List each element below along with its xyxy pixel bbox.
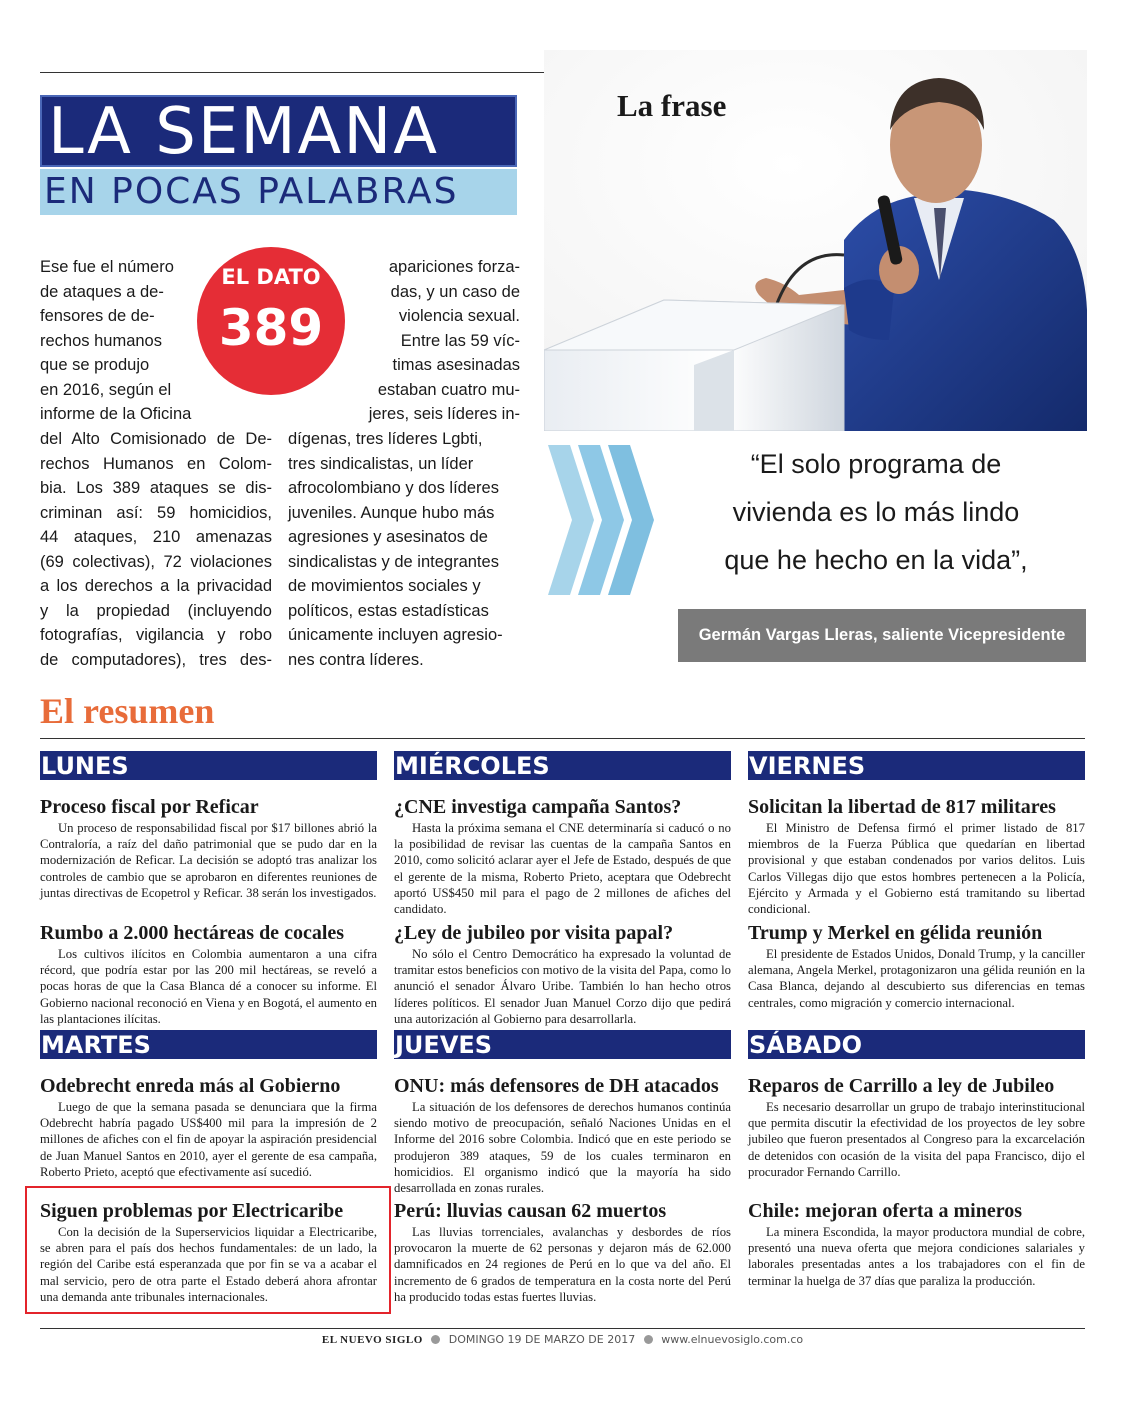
highlight-box: [25, 1186, 391, 1314]
dato-line: de computadores), tres des-: [40, 650, 272, 669]
dato-text-col1: [40, 427, 272, 672]
dato-label: EL DATO: [221, 265, 321, 289]
quote-line: vivienda es lo más lindo: [732, 497, 1020, 527]
footer-rule: [40, 1328, 1085, 1329]
dato-line: criminan así: 59 homicidios,: [40, 503, 272, 522]
story-title: Proceso fiscal por Reficar: [40, 796, 259, 818]
story: [748, 1199, 1085, 1289]
day-label-sabado: SÁBADO: [748, 1030, 1085, 1059]
dato-line: tres sindicalistas, un líder: [288, 454, 474, 473]
story-title: Chile: mejoran oferta a mineros: [748, 1200, 1023, 1222]
footer-date: DOMINGO 19 DE MARZO DE 2017: [448, 1333, 636, 1346]
story-body: Las lluvias torrenciales, avalanchas y desbordes de ríos provocaron la muerte de 62 personas y dejaron más de 62.000 damnificados en 24 regiones de Perú en lo que va del año. El incremento de 6 grados de temperatura en la costa norte del Perú ha producido todas estas fuertes lluvias.: [394, 1225, 731, 1304]
dato-line: únicamente incluyen agresio-: [288, 626, 503, 644]
story-title: Trump y Merkel en gélida reunión: [748, 922, 1043, 944]
dato-line: fotografías, vigilancia y robo: [40, 626, 272, 644]
quote: [684, 440, 1068, 584]
story-body: El presidente de Estados Unidos, Donald Trump, y la canciller alemana, Angela Merkel, protagonizaron una gélida reunión en la Casa Blanca, dejando al descubierto sus diferencias en temas centrales, como migración y comercio internacional.: [748, 947, 1085, 1010]
story-title: ¿Ley de jubileo por visita papal?: [394, 922, 674, 944]
dato-line: de ataques a de-: [40, 282, 164, 301]
resumen-rule: [40, 738, 1085, 739]
dato-line: bia. Los 389 ataques se dis-: [40, 479, 272, 497]
story: [40, 921, 377, 1027]
dato-line: timas asesinadas: [392, 356, 520, 374]
dato-text-right: [345, 255, 520, 427]
dato-line: Entre las 59 víc-: [400, 331, 520, 350]
dato-line: nes contra líderes.: [288, 650, 424, 669]
dato-line: juveniles. Aunque hubo más: [288, 503, 495, 522]
footer: [0, 1333, 1125, 1346]
bullet-icon: [644, 1335, 653, 1344]
story: [40, 795, 377, 901]
story-title: Odebrecht enreda más al Gobierno: [40, 1075, 341, 1097]
dato-line: rechos Humanos en Colom-: [40, 454, 272, 473]
dato-line: informe de la Oficina: [40, 405, 192, 423]
dato-line: en 2016, según el: [40, 380, 172, 399]
dato-line: del Alto Comisionado de De-: [40, 430, 272, 448]
bullet-icon: [431, 1335, 440, 1344]
dato-line: apariciones forza-: [388, 258, 520, 276]
story: [394, 1074, 731, 1196]
quote-line: que he hecho en la vida”,: [724, 545, 1028, 575]
dato-line: fensores de de-: [40, 307, 155, 325]
dato-line: sindicalistas y de integrantes: [288, 552, 499, 571]
dato-line: (69 colectivas), 72 violaciones: [40, 552, 272, 571]
dato-text-col2: [288, 427, 520, 672]
section-subtitle: EN POCAS PALABRAS: [40, 169, 517, 215]
story-title: Rumbo a 2.000 hectáreas de cocales: [40, 922, 345, 944]
story: [394, 795, 731, 917]
dato-text-left: [40, 255, 200, 427]
quote-author: Germán Vargas Lleras, saliente Vicepresidente: [678, 609, 1086, 662]
story-title: ONU: más defensores de DH atacados: [394, 1075, 719, 1097]
story-body: La minera Escondida, la mayor productora mundial de cobre, presentó una nueva oferta que mejora condiciones salariales y laborales presentadas antes a los trabajadores con el fin de terminar la huelga de 37 días que paraliza la producción.: [748, 1225, 1085, 1288]
dato-badge: [197, 247, 345, 395]
frase-heading: La frase: [617, 88, 727, 123]
dato-number: 389: [218, 299, 324, 357]
dato-line: jeres, seis líderes in-: [368, 405, 520, 423]
story-title: Reparos de Carrillo a ley de Jubileo: [748, 1075, 1055, 1097]
dato-line: y la propiedad (incluyendo: [40, 601, 272, 620]
story-body: Hasta la próxima semana el CNE determinaría si caducó o no la posibilidad de revisar las cuentas de la campaña Santos en 2010, como solicitó aclarar ayer el Jefe de Estado, después de que el gerente de la misma, Roberto Prieto, aceptara que Odebrecht aportó US$450 mil para el pago de 2 millones de afiches del candidato.: [394, 821, 731, 917]
story: [748, 1074, 1085, 1180]
quote-line: “El solo programa de: [750, 449, 1002, 479]
section-title: LA SEMANA: [40, 95, 517, 167]
chevron-arrows-icon: [548, 445, 658, 599]
story: [40, 1074, 377, 1180]
dato-line: estaban cuatro mu-: [377, 380, 520, 399]
footer-brand: EL NUEVO SIGLO: [321, 1334, 423, 1346]
story-title: Perú: lluvias causan 62 muertos: [394, 1200, 667, 1222]
dato-line: rechos humanos: [40, 331, 162, 350]
story: [748, 795, 1085, 917]
story-title: Solicitan la libertad de 817 militares: [748, 796, 1056, 818]
story: [748, 921, 1085, 1011]
dato-line: a los derechos a la privacidad: [40, 577, 272, 595]
dato-line: 44 ataques, 210 amenazas: [40, 528, 272, 546]
dato-line: das, y un caso de: [390, 282, 520, 301]
day-label-lunes: LUNES: [40, 751, 377, 780]
resumen-heading: El resumen: [40, 691, 215, 731]
footer-url[interactable]: www.elnuevosiglo.com.co: [661, 1333, 804, 1346]
dato-line: afrocolombiano y dos líderes: [288, 479, 499, 497]
story: [394, 921, 731, 1027]
day-label-martes: MARTES: [40, 1030, 377, 1059]
story: [394, 1199, 731, 1305]
story-body: Luego de que la semana pasada se denunciara que la firma Odebrecht habría pagado US$400 mil para la impresión de 2 millones de afiches con el fin de apoyar la aspiración presidencial de Juan Manuel Santos en 2010, ayer el gerente de esa campaña, Roberto Prieto, aceptó que efectivamente así sucedió.: [40, 1100, 377, 1179]
story-title: ¿CNE investiga campaña Santos?: [394, 796, 682, 818]
story-body: Los cultivos ilícitos en Colombia aumentaron a una cifra récord, que podría estar por las 200 mil hectáreas, se reveló a pocas horas de que la Casa Blanca dé a conocer su informe. El Gobierno nacional reconoció en Viena y en Bogotá, el aumento en las plantaciones ilícitas.: [40, 947, 377, 1026]
dato-line: de movimientos sociales y: [288, 577, 481, 595]
dato-line: agresiones y asesinatos de: [288, 528, 488, 546]
story-body: Es necesario desarrollar un grupo de trabajo interinstitucional que permita discutir la efectividad de los proyectos de ley sobre jubileo que fueron presentados al Congreso para la excarcelación de detenidos con ocasión de la visita del papa Francisco, dijo el procurador Fernando Carrillo.: [748, 1100, 1085, 1179]
dato-line: violencia sexual.: [398, 307, 520, 325]
story-body: La situación de los defensores de derechos humanos continúa siendo motivo de preocupación, señaló Naciones Unidas en el Informe del 2016 sobre Colombia. Indicó que en este periodo se produjeron 389 ataques, 59 de los cuales terminaron en homicidios. El organismo indicó que la mayoría ha sido desarrollada en zonas rurales.: [394, 1100, 731, 1196]
dato-line: políticos, estas estadísticas: [288, 601, 489, 620]
day-label-viernes: VIERNES: [748, 751, 1085, 780]
story-body: Un proceso de responsabilidad fiscal por $17 billones abrió la Contraloría, a raíz del daño patrimonial que se pudo dar en la modernización de Reficar. La decisión se adoptó tras analizar los controles de cambio que se aprobaron en diferentes reuniones de juntas directivas de Ecopetrol y Reficar. 38 serán los investigados.: [40, 821, 377, 900]
story-title: Siguen problemas por Electricaribe: [40, 1200, 344, 1222]
dato-line: dígenas, tres líderes Lgbti,: [288, 430, 483, 448]
dato-line: que se produjo: [40, 356, 150, 374]
story-body: Con la decisión de la Superservicios liquidar a Electricaribe, se abren para el país dos hechos fundamentales: de un lado, la región del Caribe está esperanzada que por fin se va a acabar el mal servicio, pero de otra parte el Estado deberá ahora afrontar una demanda ante tribunales internacionales.: [40, 1225, 377, 1304]
dato-line: Ese fue el número: [40, 258, 174, 276]
story-body: No sólo el Centro Democrático ha expresado la voluntad de tramitar estos beneficios con motivo de la visita del Papa, como lo anunció el senador Álvaro Uribe. También lo han hecho otros líderes políticos. El senador Juan Manuel Corzo dijo que pedirá una autorización al Gobierno para desarrollarla.: [394, 947, 731, 1026]
day-label-miercoles: MIÉRCOLES: [394, 751, 731, 780]
story-body: El Ministro de Defensa firmó el primer listado de 817 miembros de la Fuerza Pública que quedarían en libertad provisional y que estaban condenados por varios delitos. Luis Carlos Villegas dijo que estos hombres pertenecen a la Policía, Ejército y Armada y el Gobierno está tramitando su libertad condicional.: [748, 821, 1085, 917]
day-label-jueves: JUEVES: [394, 1030, 731, 1059]
